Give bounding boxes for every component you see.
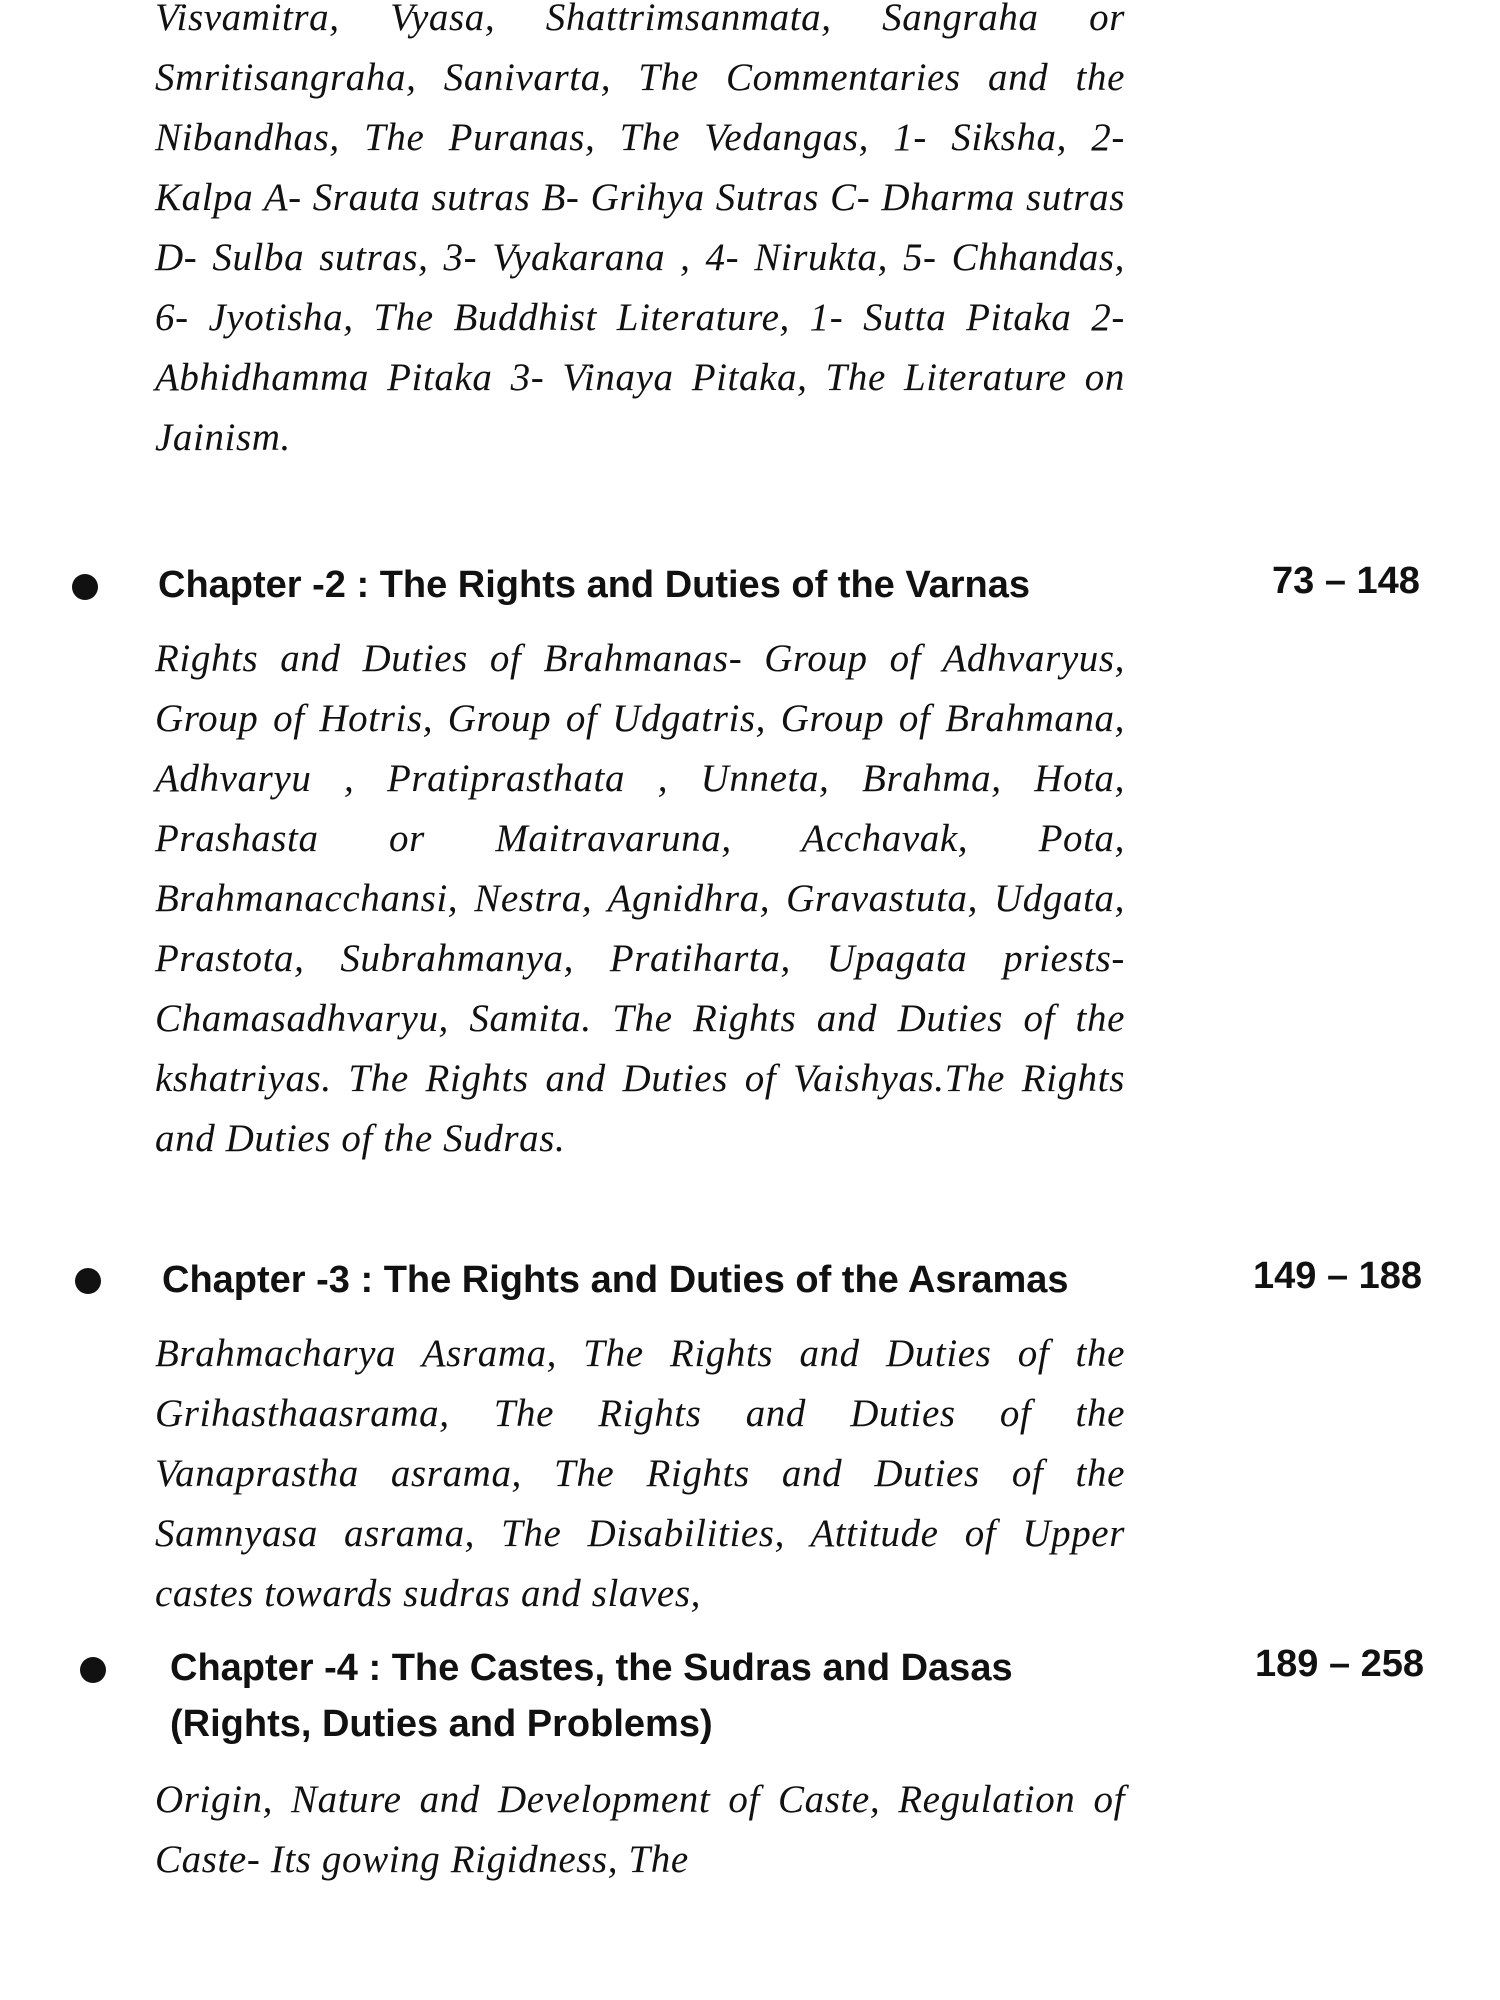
chapter-4-description: Origin, Nature and Development of Caste, Regulation of Caste- Its gowing Rigidness, The xyxy=(155,1778,1125,1881)
bullet-icon xyxy=(72,574,98,600)
chapter-4-subtitle: (Rights, Duties and Problems) xyxy=(170,1703,713,1745)
chapter-2-title: Chapter -2 : The Rights and Duties of the Varnas xyxy=(158,564,1031,606)
bullet-icon xyxy=(80,1657,106,1683)
intro-description: Visvamitra, Vyasa, Shattrimsanmata, Sangraha or Smritisangraha, Sanivarta, The Commentaries and the Nibandhas, The Puranas, The Vedangas, 1- Siksha, 2- Kalpa A- Srauta sutras B- Grihya Sutras C- Dharma sutras D- Sulba sutras, 3- Vyakarana , 4- Nirukta, 5- Chhandas, 6- Jyotisha, The Buddhist Literature, 1- Sutta Pitaka 2- Abhidhamma Pitaka 3- Vinaya Pitaka, The Literature on Jainism. xyxy=(155,0,1125,459)
chapter-4-pages: 189 – 258 xyxy=(1255,1643,1425,1685)
chapter-3-pages: 149 – 188 xyxy=(1253,1255,1423,1297)
bullet-icon xyxy=(75,1268,101,1294)
chapter-4-title: Chapter -4 : The Castes, the Sudras and Dasas xyxy=(170,1647,1013,1689)
chapter-2-pages: 73 – 148 xyxy=(1272,560,1420,602)
chapter-3-description: Brahmacharya Asrama, The Rights and Duties of the Grihasthaasrama, The Rights and Duties of the Vanaprastha asrama, The Rights and Duties of the Samnyasa asrama, The Disabilities, Attitude of Upper castes towards sudras and slaves, xyxy=(155,1332,1125,1615)
chapter-2-description: Rights and Duties of Brahmanas- Group of Adhvaryus, Group of Hotris, Group of Udgatris, Group of Brahmana, Adhvaryu , Pratiprasthata , Unneta, Brahma, Hota, Prashasta or Maitravaruna, Acchavak, Pota, Brahmanacchansi, Nestra, Agnidhra, Gravastuta, Udgata, Prastota, Subrahmanya, Pratiharta, Upagata priests- Chamasadhvaryu, Samita. The Rights and Duties of the kshatriyas. The Rights and Duties of Vaishyas.The Rights and Duties of the Sudras. xyxy=(155,637,1125,1160)
chapter-3-title: Chapter -3 : The Rights and Duties of the Asramas xyxy=(162,1259,1069,1301)
